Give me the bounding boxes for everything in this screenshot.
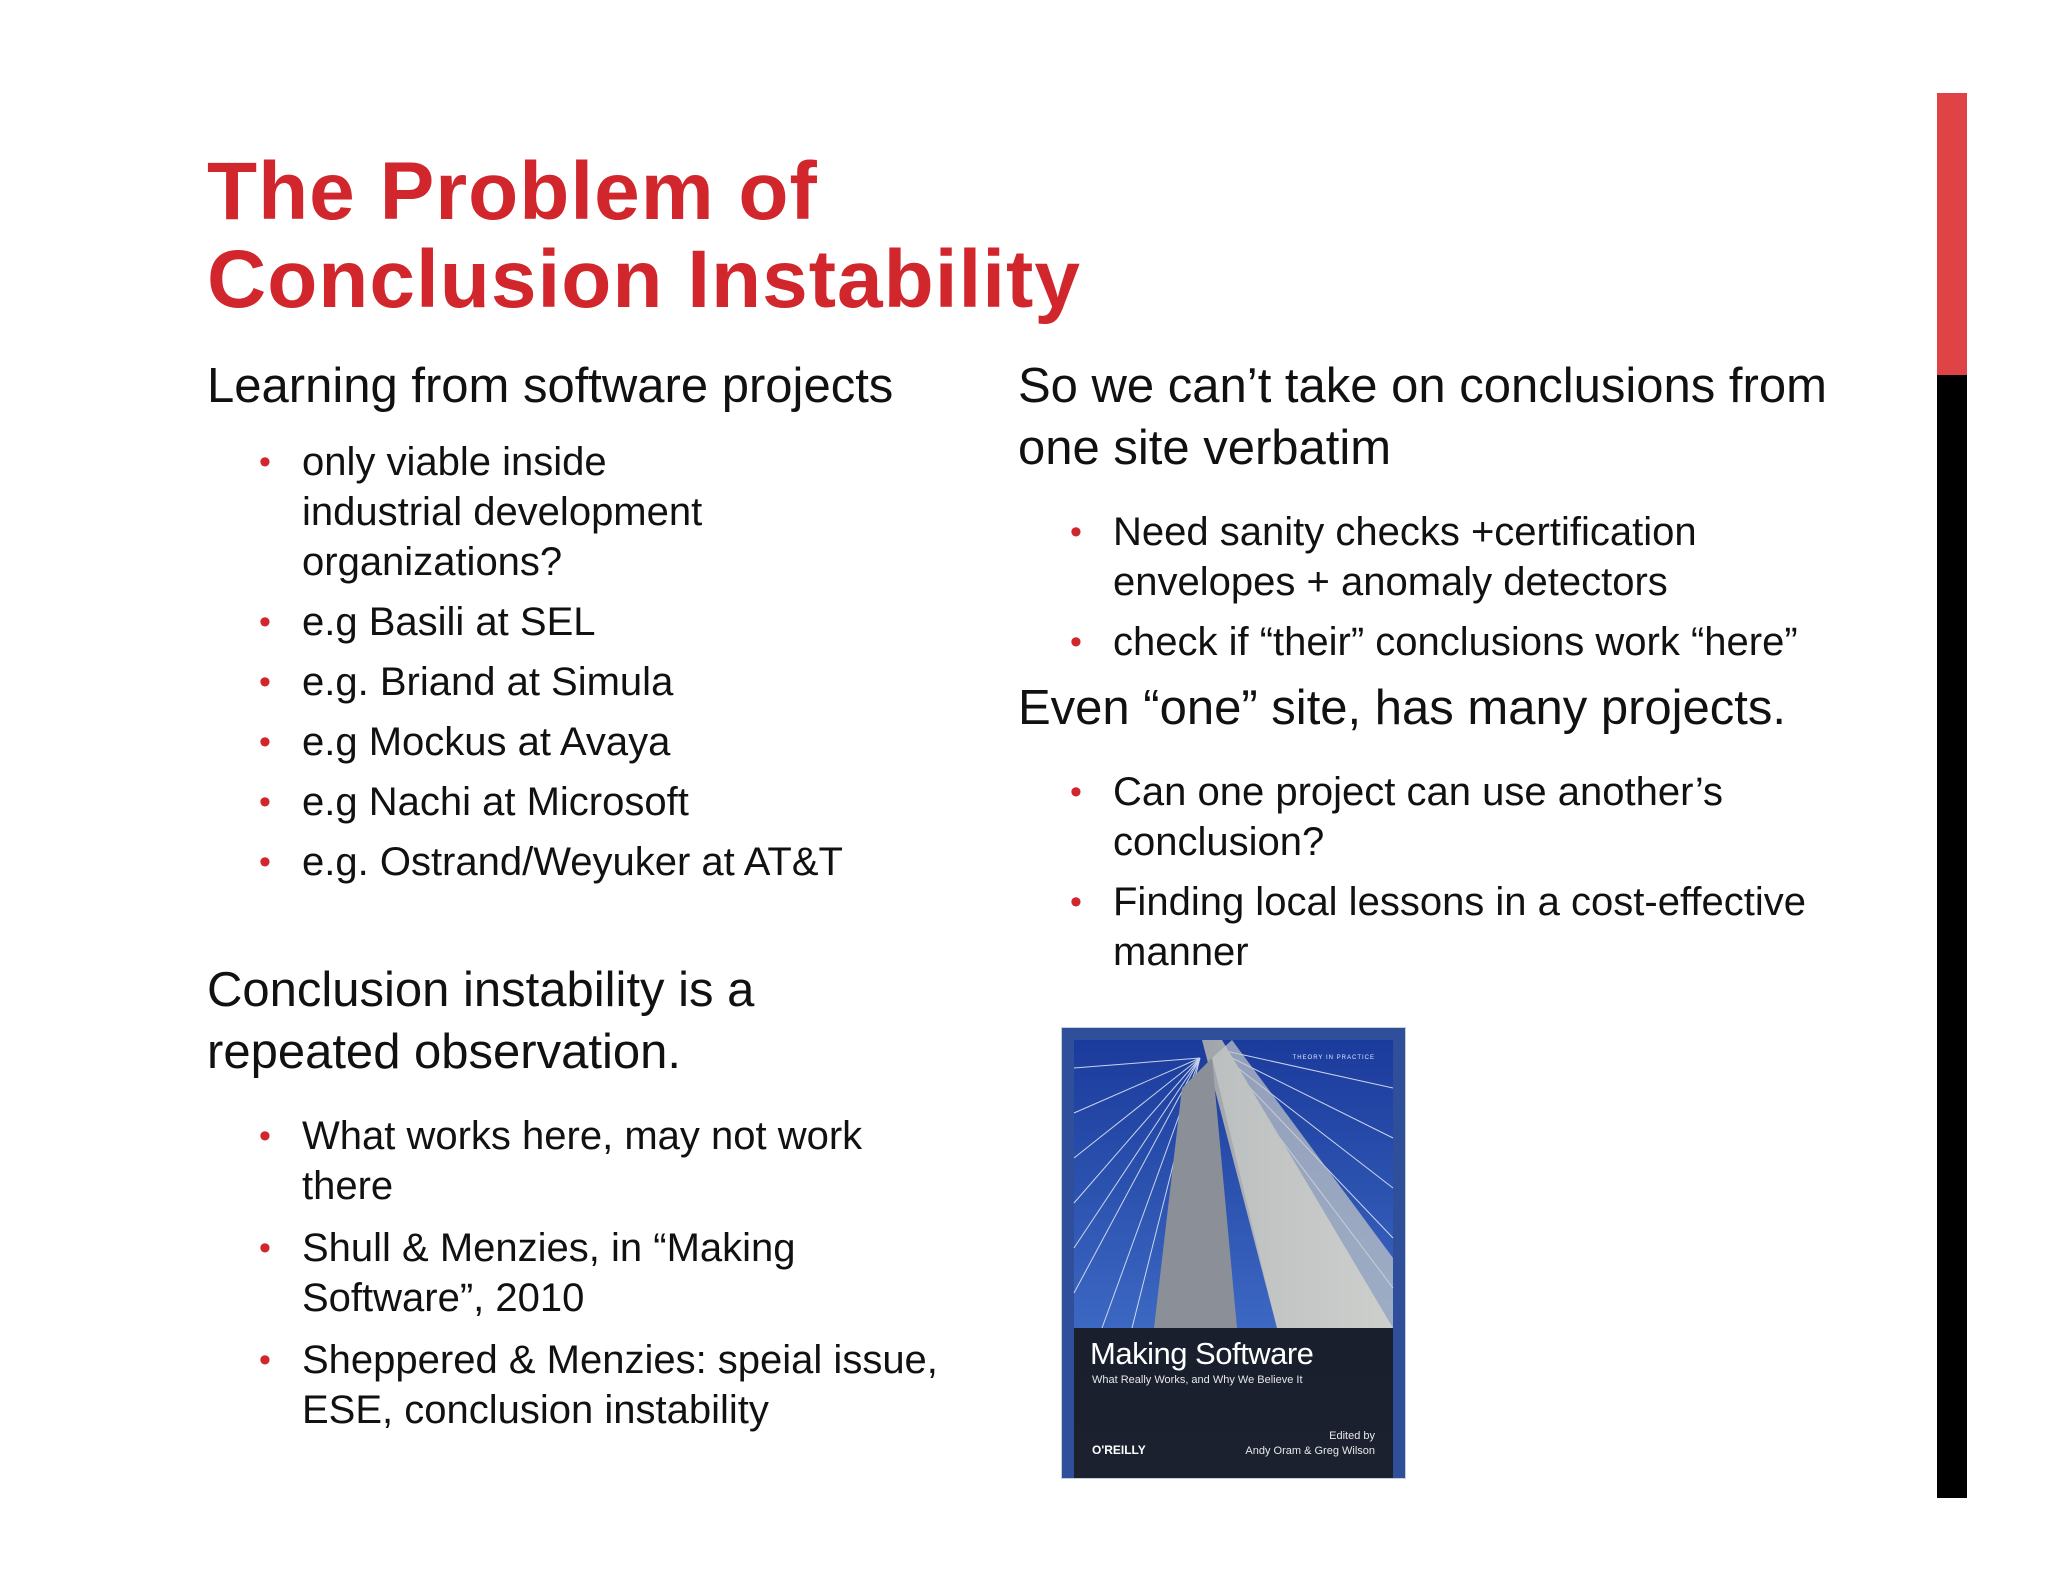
left-bullet-list-1	[207, 437, 987, 887]
book-cover-image	[1062, 1028, 1405, 1478]
list-item: • e.g. Briand at Simula	[207, 657, 987, 707]
bullet-dot-icon: •	[1070, 883, 1082, 921]
bullet-dot-icon: •	[259, 1229, 271, 1267]
list-item: • only viable inside industrial development organizations?	[207, 437, 722, 587]
bullet-dot-icon: •	[259, 1341, 271, 1379]
bullet-dot-icon: •	[259, 843, 271, 881]
list-item: • Shull & Menzies, in “Making Software”, 2010	[207, 1223, 862, 1323]
right-heading-2: Even “one” site, has many projects.	[1018, 681, 1787, 735]
list-item: • e.g Nachi at Microsoft	[207, 777, 987, 827]
slide-title	[207, 148, 1081, 324]
book-edited-by: Edited by	[1329, 1430, 1375, 1442]
bullet-dot-icon: •	[1070, 773, 1082, 811]
bullet-dot-icon: •	[259, 1117, 271, 1155]
bullet-dot-icon: •	[1070, 513, 1082, 551]
list-item: • Finding local lessons in a cost-effective manner	[1018, 877, 1913, 977]
list-item: • e.g Basili at SEL	[207, 597, 987, 647]
right-heading-1: So we can’t take on conclusions from one site verbatim	[1018, 359, 1827, 475]
bullet-dot-icon: •	[1070, 623, 1082, 661]
right-column	[1018, 355, 1898, 987]
book-subtitle: What Really Works, and Why We Believe It	[1092, 1374, 1303, 1386]
book-editors: Andy Oram & Greg Wilson	[1245, 1445, 1375, 1457]
bullet-dot-icon: •	[259, 663, 271, 701]
list-item: • Need sanity checks +certification envelopes + anomaly detectors	[1018, 507, 1803, 607]
sidebar-accent-bar	[1937, 93, 1967, 375]
book-series: THEORY IN PRACTICE	[1292, 1055, 1375, 1061]
bullet-dot-icon: •	[259, 603, 271, 641]
slide-title-line-2: Conclusion Instability	[207, 234, 1081, 325]
list-item: • Can one project can use another’s conclusion?	[1018, 767, 1833, 867]
right-bullet-list-2	[1018, 767, 1898, 977]
left-heading-2: Conclusion instability is a repeated observation.	[207, 963, 755, 1079]
sidebar-dark-bar	[1937, 375, 1967, 1498]
right-bullet-list-1	[1018, 507, 1898, 667]
list-item: • What works here, may not work there	[207, 1111, 902, 1211]
bullet-dot-icon: •	[259, 443, 271, 481]
left-column	[207, 355, 987, 1447]
list-item: • check if “their” conclusions work “here”	[1018, 617, 1993, 667]
list-item: • e.g Mockus at Avaya	[207, 717, 987, 767]
book-title: Making Software	[1090, 1336, 1314, 1371]
book-publisher-logo: O'REILLY	[1092, 1443, 1146, 1457]
left-heading-1: Learning from software projects	[207, 359, 894, 413]
bullet-dot-icon: •	[259, 723, 271, 761]
slide-title-line-1: The Problem of	[207, 146, 818, 237]
list-item: • Sheppered & Menzies: speial issue, ESE, conclusion instability	[207, 1335, 1002, 1435]
bullet-dot-icon: •	[259, 783, 271, 821]
left-bullet-list-2	[207, 1111, 987, 1435]
list-item: • e.g. Ostrand/Weyuker at AT&T	[207, 837, 987, 887]
